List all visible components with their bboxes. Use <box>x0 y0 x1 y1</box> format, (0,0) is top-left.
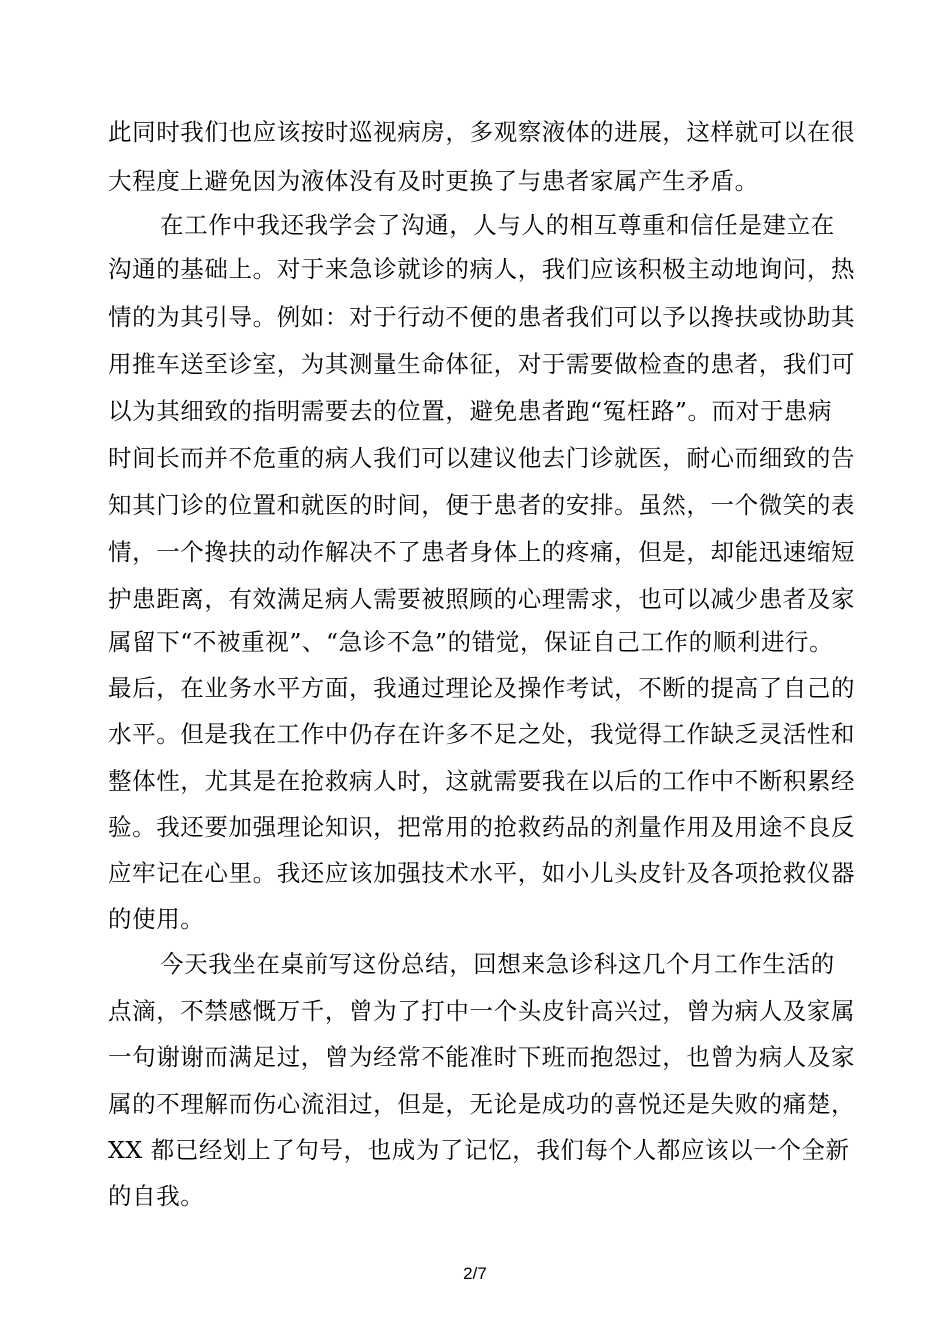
paragraph-3-line-5: XX 都已经划上了句号，也成为了记忆，我们每个人都应该以一个全新 <box>108 1136 850 1164</box>
paragraph-3-line-2: 点滴，不禁感慨万千，曾为了打中一个头皮针高兴过，曾为病人及家属 <box>108 997 856 1025</box>
paragraph-1-line-2: 大程度上避免因为液体没有及时更换了与患者家属产生矛盾。 <box>108 167 759 195</box>
paragraph-2-line-1: 在工作中我还我学会了沟通，人与人的相互尊重和信任是建立在 <box>160 211 835 239</box>
paragraph-2-line-5: 以为其细致的指明需要去的位置，避免患者跑“冤枉路”。而对于患病 <box>108 397 833 425</box>
page-number: 2/7 <box>463 1264 487 1283</box>
paragraph-2-line-15: 应牢记在心里。我还应该加强技术水平，如小儿头皮针及各项抢救仪器 <box>108 859 856 887</box>
paragraph-2-line-7: 知其门诊的位置和就医的时间，便于患者的安排。虽然，一个微笑的表 <box>108 491 856 519</box>
paragraph-2-line-11: 最后，在业务水平方面，我通过理论及操作考试，不断的提高了自己的 <box>108 674 856 702</box>
paragraph-2-line-13: 整体性，尤其是在抢救病人时，这就需要我在以后的工作中不断积累经 <box>108 767 856 795</box>
paragraph-3-line-1: 今天我坐在桌前写这份总结，回想来急诊科这几个月工作生活的 <box>160 950 835 978</box>
paragraph-2-line-12: 水平。但是我在工作中仍存在许多不足之处，我觉得工作缺乏灵活性和 <box>108 720 856 748</box>
paragraph-3-line-3: 一句谢谢而满足过，曾为经常不能准时下班而抱怨过，也曾为病人及家 <box>108 1043 856 1071</box>
paragraph-2-line-6: 时间长而并不危重的病人我们可以建议他去门诊就医，耐心而细致的告 <box>108 444 856 472</box>
paragraph-3-line-4: 属的不理解而伤心流泪过，但是，无论是成功的喜悦还是失败的痛楚， <box>108 1090 856 1118</box>
paragraph-2-line-16: 的使用。 <box>108 905 205 933</box>
paragraph-2-line-8: 情，一个搀扶的动作解决不了患者身体上的疼痛，但是，却能迅速缩短 <box>108 538 856 566</box>
paragraph-3-line-6: 的自我。 <box>108 1182 205 1210</box>
paragraph-2-line-3: 情的为其引导。例如：对于行动不便的患者我们可以予以搀扶或协助其 <box>108 303 856 331</box>
paragraph-1-line-1: 此同时我们也应该按时巡视病房，多观察液体的进展，这样就可以在很 <box>108 118 856 146</box>
paragraph-2-line-9: 护患距离，有效满足病人需要被照顾的心理需求，也可以减少患者及家 <box>108 585 856 613</box>
paragraph-2-line-2: 沟通的基础上。对于来急诊就诊的病人，我们应该积极主动地询问，热 <box>108 255 856 283</box>
paragraph-2-line-14: 验。我还要加强理论知识，把常用的抢救药品的剂量作用及用途不良反 <box>108 813 856 841</box>
paragraph-2-line-10: 属留下“不被重视”、“急诊不急”的错觉，保证自己工作的顺利进行。 <box>108 628 834 656</box>
paragraph-2-line-4: 用推车送至诊室，为其测量生命体征，对于需要做检查的患者，我们可 <box>108 350 856 378</box>
